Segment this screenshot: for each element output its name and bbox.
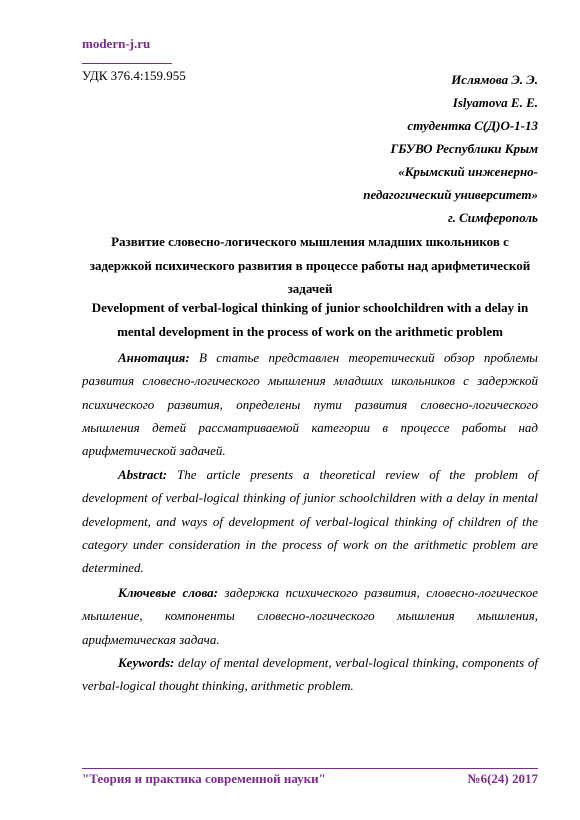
abstract-en-text: The article presents a theoretical review of the problem of development of verbal-logical thinking of junior schoolchildren with a delay in mental development, and ways of development of verbal-logical thinking of children of the category under consideration in the process of work on the arithmetic problem are determined. <box>82 467 538 576</box>
author-block <box>363 68 538 229</box>
abstract-en <box>82 463 538 579</box>
abstract-en-label: Abstract: <box>118 467 168 482</box>
author-name-en: Islyamova E. E. <box>452 95 538 110</box>
author-affiliation-line2: «Крымский инженерно- <box>398 164 538 179</box>
author-status: студентка С(Д)О-1-13 <box>407 118 538 133</box>
article-title-en: Development of verbal-logical thinking of junior schoolchildren with a delay in mental development in the process of work on the arithmetic problem <box>91 300 529 339</box>
abstract-ru-text: В статье представлен теоретический обзор проблемы развития словесно-логического мышления младших школьников с задержкой психического развития, определены пути развития словесно-логического мышления детей рассматриваемой категории в процессе работы над арифметической задачей. <box>82 350 538 459</box>
author-name-ru: Ислямова Э. Э. <box>451 72 538 87</box>
keywords-ru-text: задержка психического развития, словесно-логическое мышление, компоненты словесно-логического мышления мышления, арифметическая задача. <box>82 585 538 647</box>
header-divider <box>82 63 172 64</box>
issue-number: №6(24) 2017 <box>467 771 538 786</box>
keywords-ru-label: Ключевые слова: <box>118 585 218 600</box>
keywords-ru <box>82 581 538 651</box>
author-affiliation-line3: педагогический университет» <box>363 187 538 202</box>
abstract-ru <box>82 346 538 462</box>
author-city: г. Симферополь <box>447 210 538 225</box>
article-title-ru: Развитие словесно-логического мышления младших школьников с задержкой психического развития в процессе работы над арифметической задачей <box>89 234 531 296</box>
keywords-en <box>82 651 538 698</box>
keywords-en-label: Keywords: <box>118 655 175 670</box>
author-affiliation-line1: ГБУВО Республики Крым <box>390 141 538 156</box>
footer-divider <box>82 768 538 769</box>
udc-code: УДК 376.4:159.955 <box>82 68 186 83</box>
site-name[interactable]: modern-j.ru <box>82 36 151 51</box>
journal-name: "Теория и практика современной науки" <box>82 771 326 786</box>
keywords-en-text: delay of mental development, verbal-logical thinking, components of verbal-logical thought thinking, arithmetic problem. <box>82 655 538 694</box>
abstract-ru-label: Аннотация: <box>118 350 190 365</box>
